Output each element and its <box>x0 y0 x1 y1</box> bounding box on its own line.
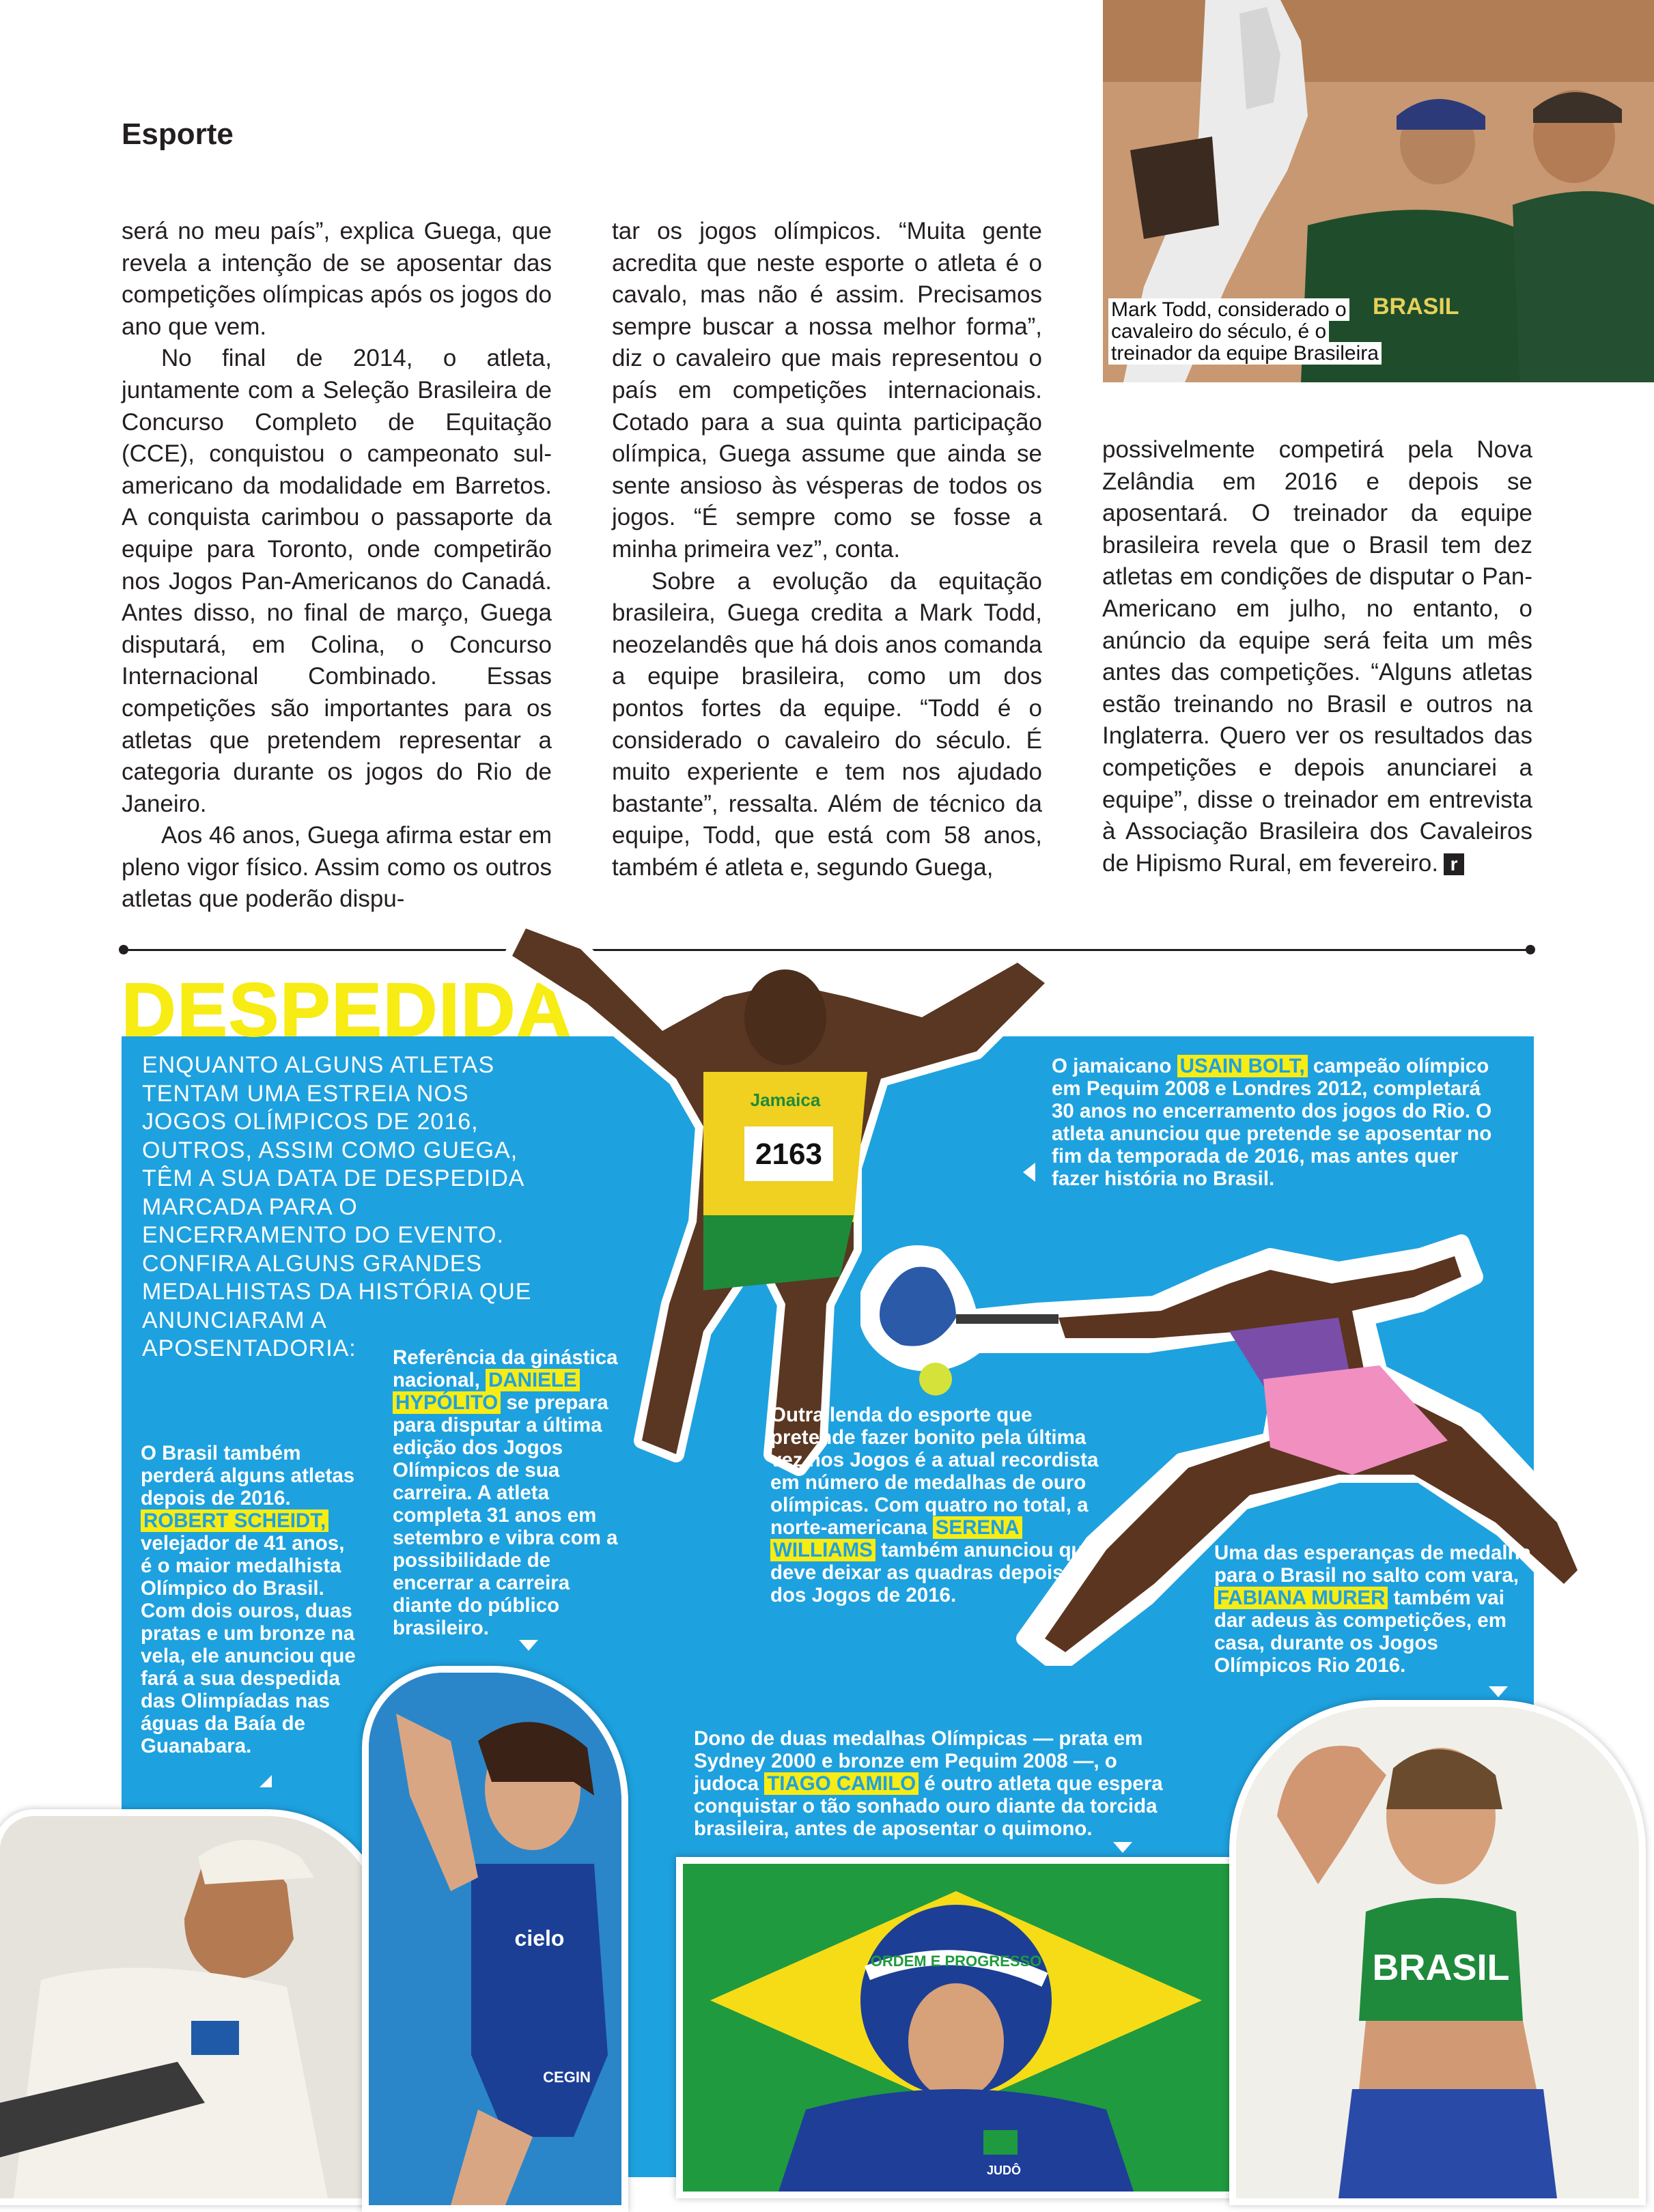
robert-scheidt-photo <box>0 1809 389 2205</box>
article-column-3 <box>1102 434 1532 879</box>
bolt-blurb: O jamaicano USAIN BOLT, campeão olímpico em Pequim 2008 e Londres 2012, completará 30 anos no encerramento dos jogos do Rio. O atleta anunciou que pretende se aposentar no fim da temporada de 2016, mas antes quer fazer história no Brasil. <box>1052 1055 1492 1190</box>
tiago-patch-text: JUDÔ <box>986 2164 1022 2177</box>
tiago-camilo-figure <box>683 1864 1229 2192</box>
fabiana-murer-photo <box>1229 1700 1646 2205</box>
article-column-2 <box>612 216 1042 883</box>
tiago-camilo-photo <box>676 1857 1236 2198</box>
tiago-blurb: Dono de duas medalhas Olímpicas — prata em Sydney 2000 e bronze em Pequim 2008 —, o judoca TIAGO CAMILO é outro atleta que espera conquistar o tão sonhado ouro diante da torcida brasileira, antes de aposentar o quimono. <box>694 1727 1163 1840</box>
tiago-flag-motto: ORDEM E PROGRESSO <box>870 1953 1042 1970</box>
bolt-shirt-text: Jamaica <box>750 1090 821 1110</box>
scheidt-blurb: O Brasil também perderá alguns atletas depois de 2016. ROBERT SCHEIDT, velejador de 41 anos, é o maior medalhista Olímpico do Brasil. Com dois ouros, duas pratas e um bronze na vela, ele anunciou que fará a sua despedida das Olimpíadas nas águas da Baía de Guanabara. <box>141 1442 356 1757</box>
daniele-hypolito-photo <box>362 1666 628 2212</box>
daniele-sponsor-2: CEGIN <box>543 2069 591 2086</box>
paragraph: Aos 46 anos, Guega afirma estar em pleno vigor físico. Assim como os outros atletas que poderão dispu- <box>122 822 552 913</box>
fabiana-blurb: Uma das esperanças de medalha para o Brasil no salto com vara, FABIANA MURER também vai dar adeus às competições, em casa, durante os Jogos Olímpicos Rio 2016. <box>1214 1542 1532 1677</box>
fabiana-shirt-text: BRASIL <box>1372 1947 1510 1988</box>
article-column-1 <box>122 216 552 916</box>
pointer-down-icon <box>519 1640 538 1651</box>
paragraph: possivelmente competirá pela Nova Zelândia em 2016 e depois se aposentará. O treinador da equipe brasileira revela que o Brasil tem dez atletas em condições de disputar o Pan-Americano em julho, no entanto, o anúncio da equipe será feita um mês antes das competições. “Alguns atletas estão treinando no Brasil e outros na Inglaterra. Quero ver os resultados das competições e depois anunciarei a equipe”, disse o treinador em entrevista à Associação Brasileira dos Cavaleiros de Hipismo Rural, em fevereiro. r <box>1102 436 1532 877</box>
section-title: Esporte <box>122 117 234 151</box>
shirt-text: BRASIL <box>1373 294 1459 320</box>
divider-dot-right <box>1526 945 1535 954</box>
daniele-blurb: Referência da ginástica nacional, DANIELE HYPÓLITO se prepara para disputar a última edição dos Jogos Olímpicos de sua carreira. A atleta completa 31 anos em setembro e vibra com a possibilidade de encerrar a carreira diante do público brasileiro. <box>393 1346 618 1639</box>
daniele-hypolito-figure <box>369 1673 621 2205</box>
paragraph: tar os jogos olímpicos. “Muita gente acredita que neste esporte o atleta é o cavalo, mas não é assim. Precisamos sempre buscar a nossa melhor forma”, diz o cavaleiro que mais representou o país em competições internacionais. Cotado para a sua quinta participação olímpica, Guega assume que ainda se sente ansioso às vésperas de todos os jogos. “É sempre como se fosse a minha primeira vez”, conta. <box>612 218 1042 563</box>
mark-todd-photo <box>1103 0 1654 382</box>
divider-dot-left <box>119 945 128 954</box>
pointer-corner-icon <box>260 1775 272 1787</box>
pointer-left-icon <box>1023 1163 1035 1182</box>
bolt-bib-number: 2163 <box>755 1137 822 1171</box>
pointer-right-icon <box>1072 1550 1084 1569</box>
photo-caption: Mark Todd, considerado o cavaleiro do século, é o treinador da equipe Brasileira <box>1108 299 1402 365</box>
fabiana-murer-figure <box>1236 1707 1639 2198</box>
paragraph: No final de 2014, o atleta, juntamente com a Seleção Brasileira de Concurso Completo de Equitação (CCE), conquistou o campeonato sul-americano da modalidade em Barretos. A conquista carimbou o passaporte da equipe para Toronto, onde competirão nos Jogos Pan-Americanos do Canadá. Antes disso, no final de março, Guega disputará, em Colina, o Concurso Internacional Combinado. Essas competições são importantes para os atletas que pretendem representar a categoria durante os jogos do Rio de Janeiro. <box>122 345 552 817</box>
paragraph: será no meu país”, explica Guega, que revela a intenção de se aposentar das competições olímpicas após os jogos do ano que vem. <box>122 218 552 340</box>
robert-scheidt-figure <box>0 1816 382 2198</box>
end-mark-icon: r <box>1444 853 1464 875</box>
pointer-down-icon <box>1489 1686 1508 1697</box>
serena-blurb: Outra lenda do esporte que pretende fazer bonito pela última vez nos Jogos é a atual recordista em número de medalhas de ouro olímpicas. Com quatro no total, a norte-americana SERENA WILLIAMS também anunciou que deve deixar as quadras depois dos Jogos de 2016. <box>770 1404 1099 1606</box>
daniele-sponsor-1: cielo <box>514 1926 565 1951</box>
pointer-down-icon <box>1113 1842 1132 1853</box>
paragraph: Sobre a evolução da equitação brasileira, Guega credita a Mark Todd, neozelandês que há dois anos comanda a equipe brasileira, como um dos pontos fortes da equipe. “Todd é o considerado o cavaleiro do século. É muito experiente e tem nos ajudado bastante”, ressalta. Além de técnico da equipe, Todd, que está com 58 anos, também é atleta e, segundo Guega, <box>612 567 1042 881</box>
despedida-intro: ENQUANTO ALGUNS ATLETAS TENTAM UMA ESTREIA NOS JOGOS OLÍMPICOS DE 2016, OUTROS, ASSIM COMO GUEGA, TÊM A SUA DATA DE DESPEDIDA MARCADA PARA O ENCERRAMENTO DO EVENTO. CONFIRA ALGUNS GRANDES MEDALHISTAS DA HISTÓRIA QUE ANUNCIARAM A APOSENTADORIA: <box>142 1052 532 1361</box>
despedida-headline: DESPEDIDA <box>122 968 572 1052</box>
